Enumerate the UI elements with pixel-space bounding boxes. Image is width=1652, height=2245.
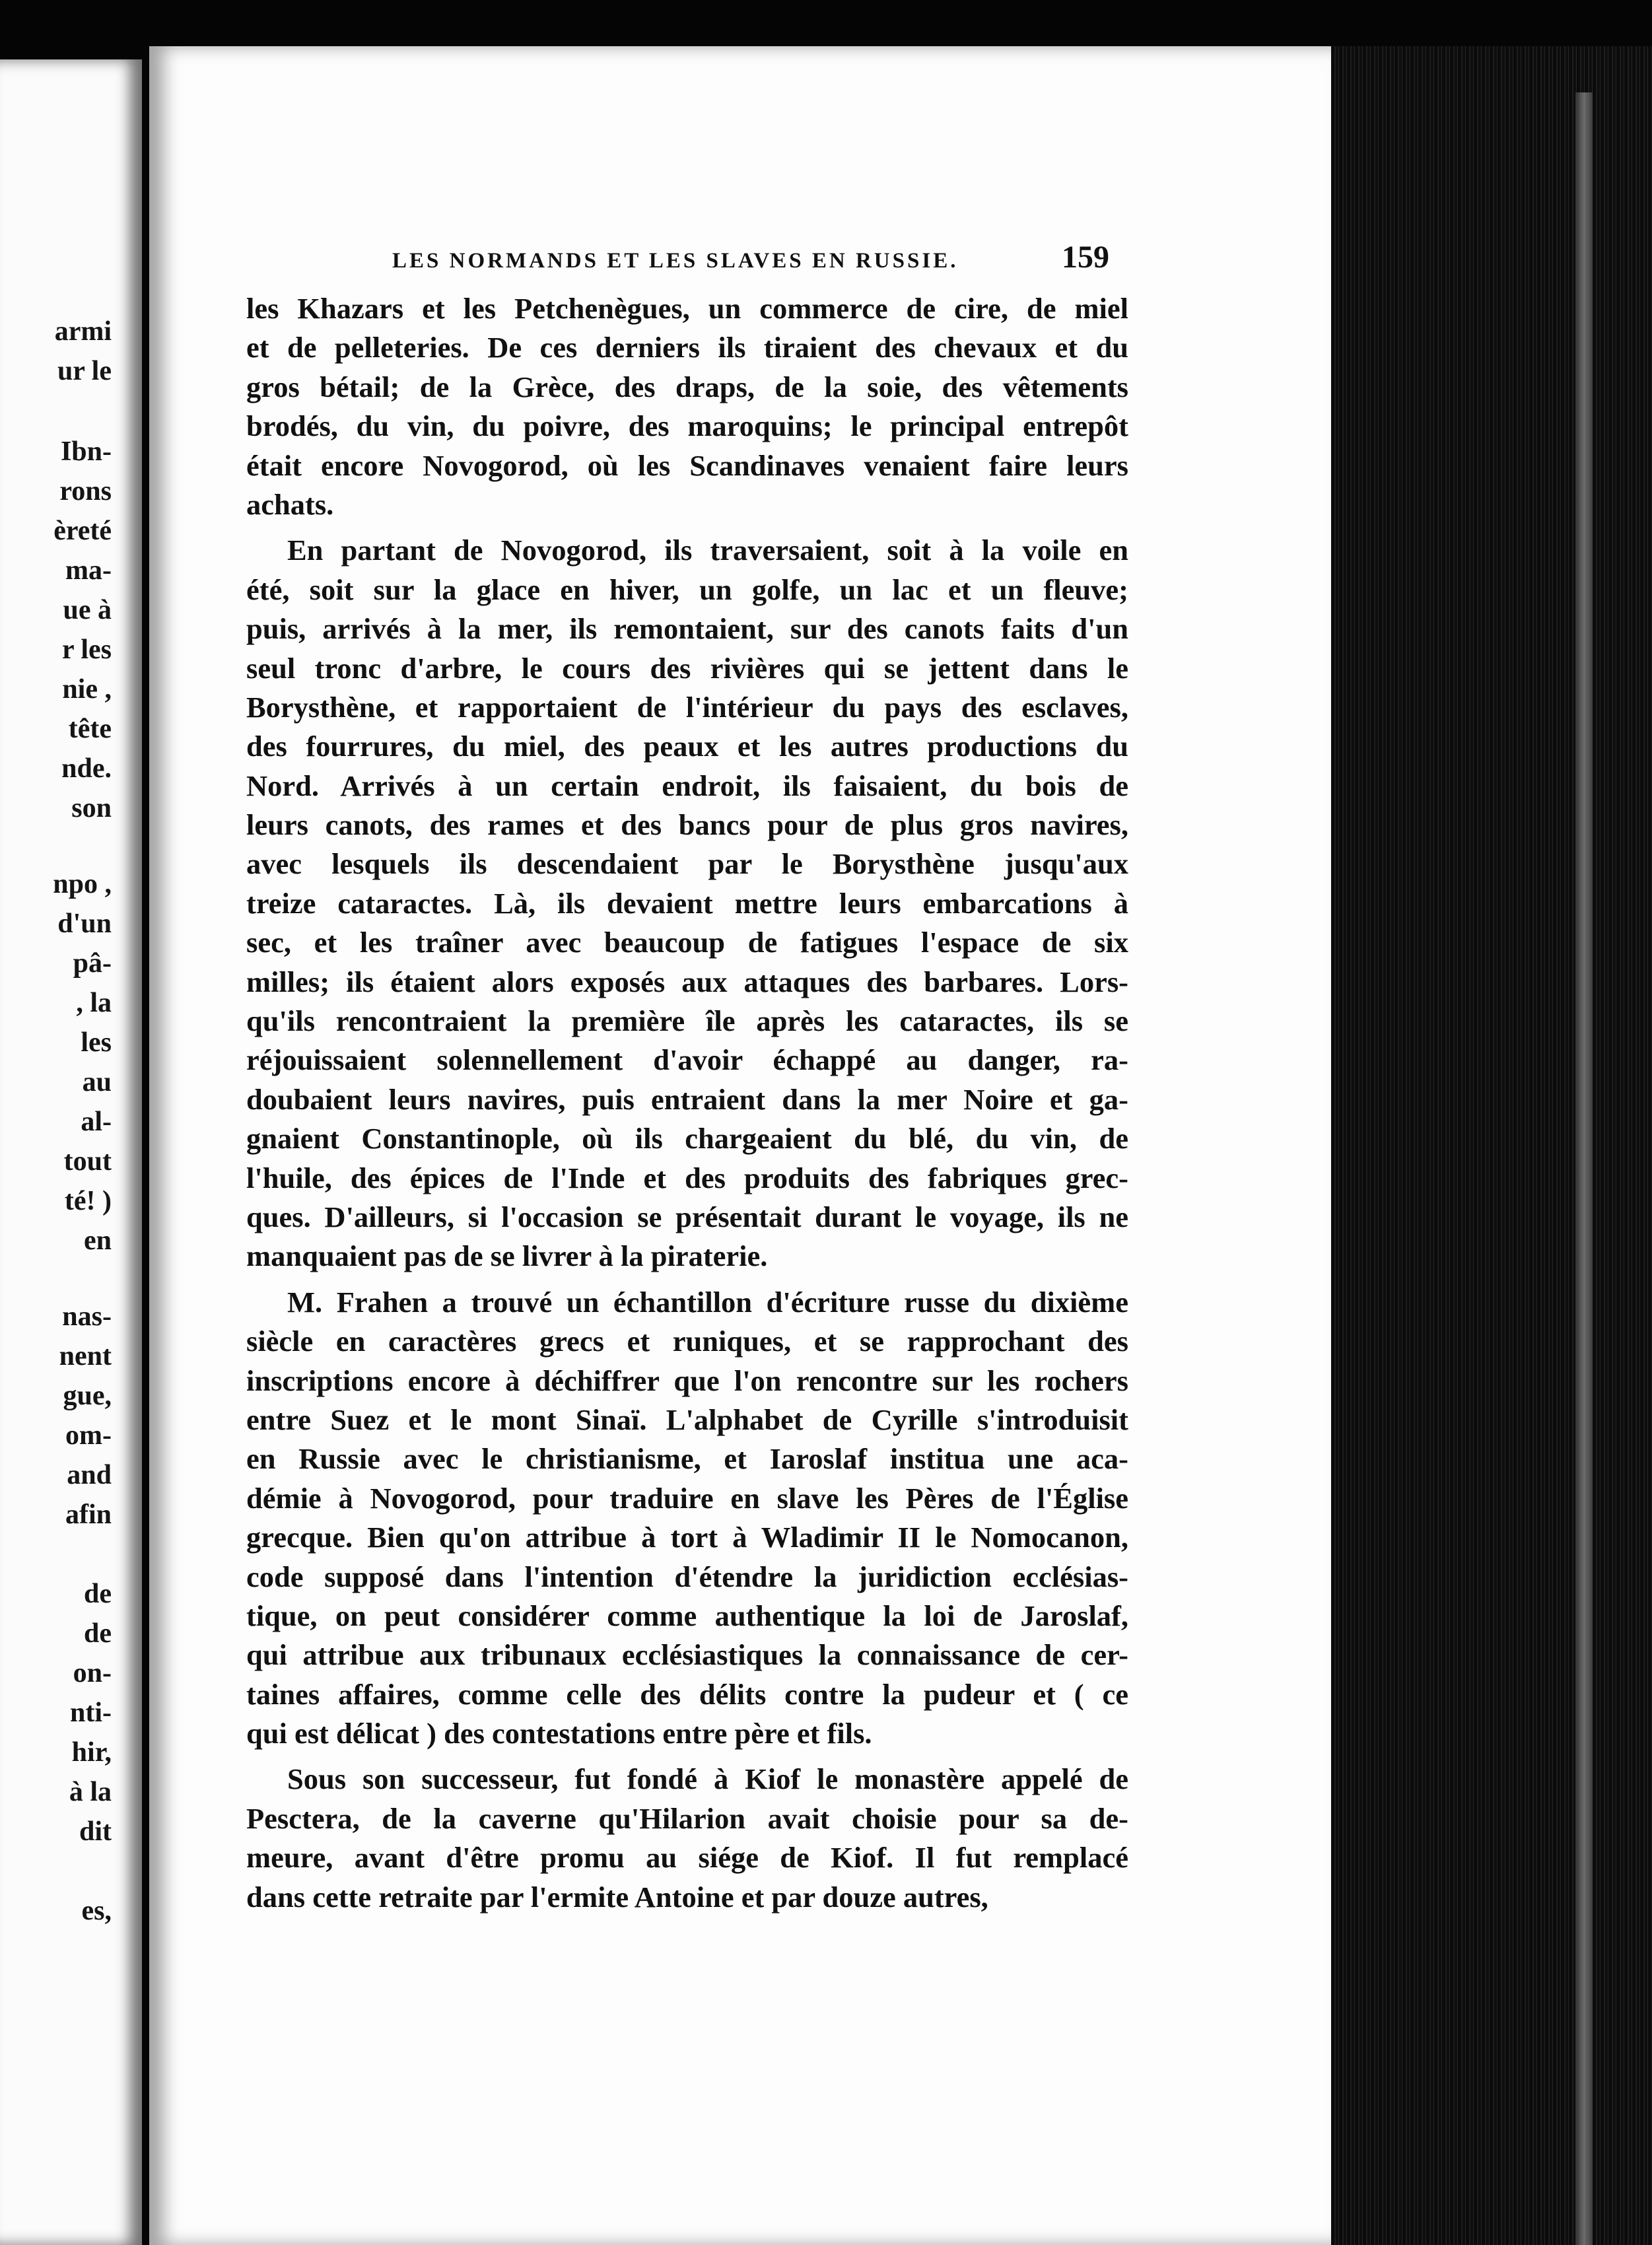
text-line: qu'ils rencontraient la première île après les cataractes, ils se (246, 1004, 1128, 1038)
text-line: Nord. Arrivés à un certain endroit, ils faisaient, du bois de (246, 769, 1128, 802)
text-line: été, soit sur la glace en hiver, un golfe, un lac et un fleuve; (246, 572, 1128, 606)
facing-page-line: nent (59, 1341, 112, 1371)
facing-page-line: de (84, 1618, 112, 1649)
text-line: qui attribue aux tribunaux ecclésiastiques la connaissance de cer- (246, 1638, 1128, 1672)
facing-page-line: au (82, 1067, 112, 1097)
facing-page-line: nie , (62, 674, 112, 705)
facing-page-line: armi (54, 316, 112, 347)
facing-page-line: nti- (70, 1698, 112, 1728)
text-line: achats. (246, 487, 334, 521)
text-line: en Russie avec le christianisme, et Iaroslaf institua une aca- (246, 1442, 1128, 1476)
facing-page-line: tout (63, 1146, 112, 1177)
paragraph-gap (246, 1276, 1128, 1283)
text-line: gnaient Constantinople, où ils chargeaient du blé, du vin, de (246, 1122, 1128, 1156)
facing-page-line: ue à (63, 595, 112, 625)
text-line: leurs canots, des rames et des bancs pour de plus gros navires, (246, 808, 1128, 842)
facing-page-line: èreté (53, 516, 112, 546)
body-text (246, 289, 1128, 1917)
text-line: les Khazars et les Petchenègues, un commerce de cire, de miel (246, 292, 1128, 325)
facing-page-fragment (0, 59, 142, 2245)
text-line: siècle en caractères grecs et runiques, et se rapprochant des (246, 1325, 1128, 1358)
text-line: réjouissaient solennellement d'avoir échappé au danger, ra- (246, 1043, 1128, 1077)
facing-page-line: r les (61, 635, 112, 665)
text-line: manquaient pas de se livrer à la piraterie. (246, 1239, 768, 1273)
facing-page-line: pâ- (73, 948, 112, 979)
facing-page-line: de (84, 1579, 112, 1609)
text-line: Borysthène, et rapportaient de l'intérieur du pays des esclaves, (246, 690, 1128, 724)
text-line: des fourrures, du miel, des peaux et les autres productions du (246, 730, 1128, 763)
text-line: démie à Novogorod, pour traduire en slave les Pères de l'Église (246, 1481, 1128, 1515)
text-line: meure, avant d'être promu au siége de Kiof. Il fut remplacé (246, 1841, 1128, 1875)
text-line: seul tronc d'arbre, le cours des rivières qui se jettent dans le (246, 651, 1128, 685)
facing-page-line: tête (68, 714, 112, 744)
text-line: brodés, du vin, du poivre, des maroquins; le principal entrepôt (246, 409, 1128, 443)
facing-page-line: dit (79, 1816, 112, 1847)
facing-page-line: , la (76, 988, 112, 1018)
facing-page-line: té! ) (64, 1186, 112, 1216)
page-edge-strip (1575, 92, 1593, 2245)
page-edges (1331, 46, 1652, 2245)
text-line: taines affaires, comme celle des délits contre la pudeur et ( ce (246, 1677, 1128, 1711)
page-number: 159 (1062, 240, 1109, 275)
text-line: gros bétail; de la Grèce, des draps, de la soie, des vêtements (246, 370, 1128, 403)
running-head: LES NORMANDS ET LES SLAVES EN RUSSIE. (392, 249, 959, 273)
paragraph-gap (246, 1753, 1128, 1760)
text-line: code supposé dans l'intention d'étendre la juridiction ecclésias- (246, 1560, 1128, 1593)
facing-page-line: hir, (71, 1737, 112, 1768)
text-line: milles; ils étaient alors exposés aux attaques des barbares. Lors- (246, 965, 1128, 998)
facing-page-line: es, (81, 1896, 112, 1926)
facing-page-line: rons (59, 476, 112, 506)
facing-page-line: son (71, 793, 112, 823)
facing-page-line: à la (69, 1777, 112, 1807)
facing-page-line: and (67, 1460, 112, 1490)
facing-page-line: nde. (61, 753, 112, 784)
text-line: qui est délicat ) des contestations entre père et fils. (246, 1717, 872, 1750)
facing-page-line: d'un (57, 909, 112, 939)
facing-page-line: ur le (57, 356, 112, 386)
facing-page-line: en (84, 1226, 112, 1256)
text-line: doubaient leurs navires, puis entraient dans la mer Noire et ga- (246, 1082, 1128, 1116)
text-line: et de pelleteries. De ces derniers ils tiraient des chevaux et du (246, 331, 1128, 364)
facing-page-line: gue, (63, 1381, 112, 1411)
text-line: Sous son successeur, fut fondé à Kiof le monastère appelé de (287, 1762, 1128, 1796)
facing-page-line: npo , (53, 869, 112, 899)
text-line: M. Frahen a trouvé un échantillon d'écriture russe du dixième (287, 1285, 1128, 1319)
facing-page-line: ma- (65, 555, 112, 586)
facing-page-text (0, 59, 116, 2245)
text-line: grecque. Bien qu'on attribue à tort à Wladimir II le Nomocanon, (246, 1521, 1128, 1554)
text-line: inscriptions encore à déchiffrer que l'on rencontre sur les rochers (246, 1364, 1128, 1397)
facing-page-line: om- (65, 1420, 112, 1451)
text-line: ques. D'ailleurs, si l'occasion se présentait durant le voyage, ils ne (246, 1200, 1128, 1233)
text-line: puis, arrivés à la mer, ils remontaient, sur des canots faits d'un (246, 612, 1128, 646)
facing-page-line: les (81, 1027, 112, 1058)
facing-page-line: nas- (62, 1301, 112, 1332)
text-line: Pesctera, de la caverne qu'Hilarion avait choisie pour sa de- (246, 1801, 1128, 1835)
text-line: treize cataractes. Là, ils devaient mettre leurs embarcations à (246, 886, 1128, 920)
facing-page-line: on- (73, 1658, 112, 1688)
paragraph-gap (246, 524, 1128, 531)
facing-page-line: Ibn- (60, 436, 112, 467)
facing-page-line: al- (81, 1107, 112, 1137)
text-line: tique, on peut considérer comme authentique la loi de Jaroslaf, (246, 1599, 1128, 1632)
text-line: dans cette retraite par l'ermite Antoine et par douze autres, (246, 1880, 988, 1914)
facing-page-line: afin (65, 1500, 112, 1530)
text-line: l'huile, des épices de l'Inde et des produits des fabriques grec- (246, 1161, 1128, 1194)
text-line: entre Suez et le mont Sinaï. L'alphabet de Cyrille s'introduisit (246, 1402, 1128, 1436)
text-line: avec lesquels ils descendaient par le Borysthène jusqu'aux (246, 847, 1128, 881)
text-line: était encore Novogorod, où les Scandinaves venaient faire leurs (246, 448, 1128, 482)
text-line: En partant de Novogorod, ils traversaient, soit à la voile en (287, 534, 1128, 567)
text-line: sec, et les traîner avec beaucoup de fatigues l'espace de six (246, 926, 1128, 959)
